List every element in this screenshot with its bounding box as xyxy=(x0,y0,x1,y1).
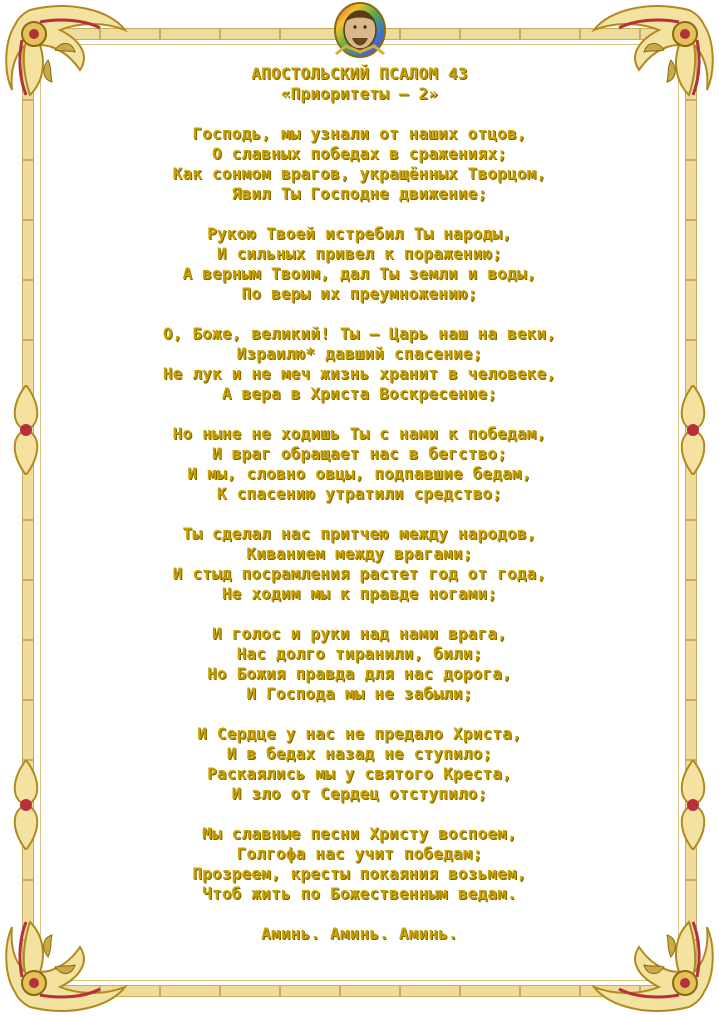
verse-line: Господь, мы узнали от наших отцов, xyxy=(192,124,527,143)
stanza xyxy=(60,224,659,304)
verse-line: Голгофа нас учит победам; xyxy=(236,844,483,863)
verse-line: И сильных привел к поражению; xyxy=(216,244,503,263)
side-ornament-icon xyxy=(673,385,713,475)
verse-line: Не ходим мы к правде ногами; xyxy=(221,584,498,603)
verse-line: Но Божия правда для нас дорога, xyxy=(207,664,512,683)
verse-line: Нас долго тиранили, били; xyxy=(236,644,483,663)
stanza xyxy=(60,824,659,904)
psalm-title xyxy=(60,64,659,104)
side-ornament-icon xyxy=(673,760,713,850)
verse-line: К спасению утратили средство; xyxy=(216,484,503,503)
verse-line: И мы, словно овцы, подпавшие бедам, xyxy=(187,464,532,483)
stanza xyxy=(60,724,659,804)
stanza xyxy=(60,124,659,204)
christ-icon-medallion-icon xyxy=(334,0,386,58)
verse-line: А вера в Христа Воскресение; xyxy=(221,384,498,403)
verse-line: Но ныне не ходишь Ты с нами к победам, xyxy=(172,424,547,443)
subtitle-line: «Приоритеты – 2» xyxy=(280,84,439,103)
verse-line: По веры их преумножению; xyxy=(241,284,478,303)
verse-line: Как сонмом врагов, укращённых Творцом, xyxy=(172,164,547,183)
side-ornament-icon xyxy=(6,385,46,475)
verse-line: И стыд посрамления растет год от года, xyxy=(172,564,547,583)
verse-line: О, Боже, великий! Ты – Царь наш на веки, xyxy=(162,324,557,343)
stanza xyxy=(60,524,659,604)
psalm-text xyxy=(60,64,659,944)
verse-line: И Господа мы не забыли; xyxy=(246,684,473,703)
title-line: АПОСТОЛЬСКИЙ ПСАЛОМ 43 xyxy=(251,64,468,83)
frame-bottom xyxy=(40,985,679,997)
verse-line: Чтоб жить по Божественным ведам. xyxy=(202,884,517,903)
verse-line: Ты сделал нас притчею между народов, xyxy=(182,524,537,543)
verse-line: Рукою Твоей истребил Ты народы, xyxy=(207,224,512,243)
verse-line: Раскаялись мы у святого Креста, xyxy=(207,764,512,783)
verse-line: О славных победах в сражениях; xyxy=(212,144,507,163)
stanza xyxy=(60,624,659,704)
verse-line: Израилю* давший спасение; xyxy=(236,344,483,363)
closing-line: Аминь. Аминь. Аминь. xyxy=(261,924,458,943)
verse-line: Прозреем, кресты покаяния возьмем, xyxy=(192,864,527,883)
verse-line: И зло от Сердец отступило; xyxy=(231,784,488,803)
side-ornament-icon xyxy=(6,760,46,850)
stanza xyxy=(60,424,659,504)
verse-line: И враг обращает нас в бегство; xyxy=(212,444,507,463)
verse-line: И в бедах назад не ступило; xyxy=(226,744,493,763)
verse-line: И Сердце у нас не предало Христа, xyxy=(197,724,522,743)
verse-line: Явил Ты Господне движение; xyxy=(231,184,488,203)
verse-line: И голос и руки над нами врага, xyxy=(212,624,507,643)
verse-line: А верным Твоим, дал Ты земли и воды, xyxy=(182,264,537,283)
verse-line: Не лук и не меч жизнь хранит в человеке, xyxy=(162,364,557,383)
stanza xyxy=(60,324,659,404)
verse-line: Мы славные песни Христу воспоем, xyxy=(202,824,517,843)
verse-line: Киванием между врагами; xyxy=(246,544,473,563)
